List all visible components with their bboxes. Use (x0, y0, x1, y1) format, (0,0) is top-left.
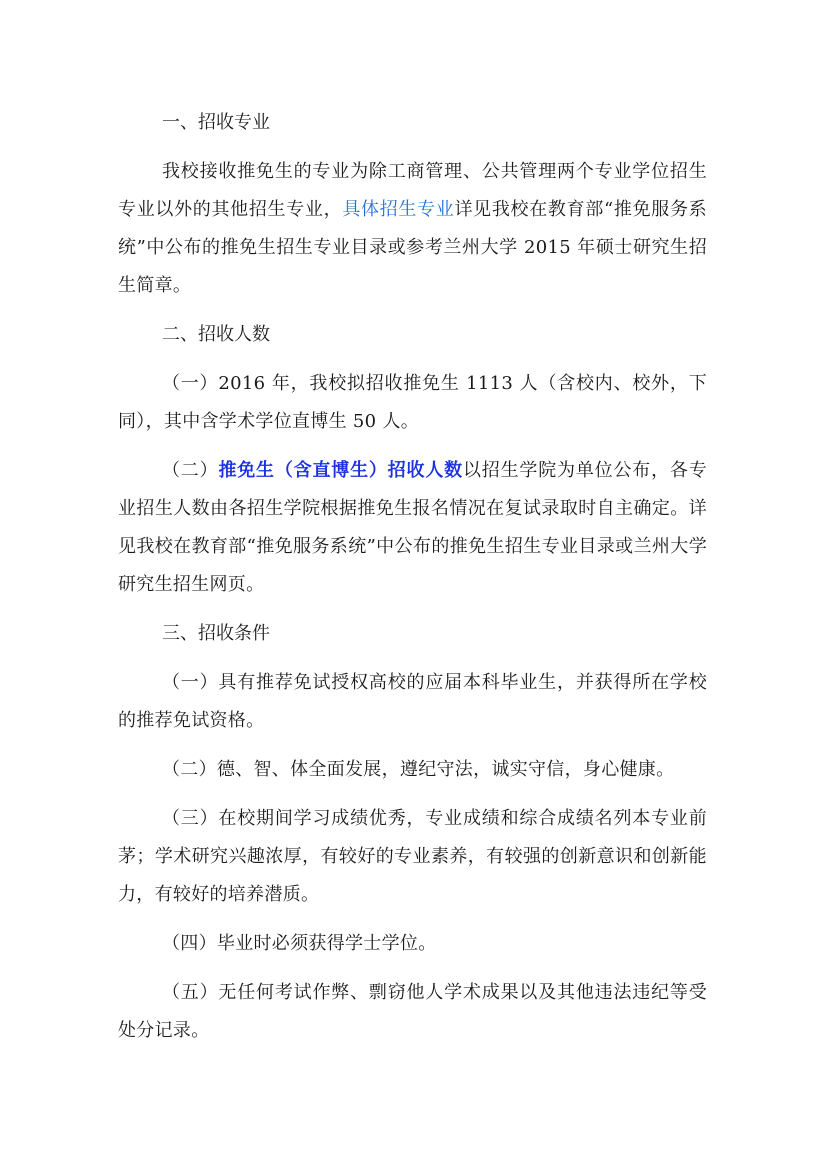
condition-item-5: （五）无任何考试作弊、剽窃他人学术成果以及其他违法违纪等受处分记录。 (118, 982, 707, 1041)
paragraph-quota-2-text: 以招生学院为单位公布，各专业招生人数由各招生学院根据推免生报名情况在复试录取时自主确定。详见我校在教育部“推免服务系统”中公布的推免生招生专业目录或兰州大学研究生招生网页。 (118, 460, 707, 595)
paragraph-quota-2-prefix: （二） (162, 460, 219, 481)
condition-item-4: （四）毕业时必须获得学士学位。 (162, 933, 437, 954)
paragraph-majors (118, 153, 707, 305)
condition-item-1: （一）具有推荐免试授权高校的应届本科毕业生，并获得所在学校的推荐免试资格。 (118, 672, 707, 731)
quota-link[interactable]: 推免生（含直博生）招收人数 (218, 460, 463, 481)
section-heading-majors: 一、招收专业 (162, 112, 270, 133)
paragraph-majors-text-b: 详见我校在教育部“推免服务系统”中公布的推免生招生专业目录或参考兰州大学 2015 年硕士研究生招生简章。 (118, 199, 707, 296)
paragraph-quota-2 (118, 452, 707, 604)
condition-item-2: （二）德、智、体全面发展，遵纪守法，诚实守信，身心健康。 (162, 759, 675, 780)
section-heading-quota: 二、招收人数 (162, 324, 270, 345)
section-heading-conditions: 三、招收条件 (162, 623, 270, 644)
paragraph-quota-1: （一）2016 年，我校拟招收推免生 1113 人（含校内、校外，下同），其中含学术学位直博生 50 人。 (118, 373, 707, 432)
paragraph-majors-text-a: 我校接收推免生的专业为除工商管理、公共管理两个专业学位招生专业以外的其他招生专业， (118, 161, 707, 220)
specific-majors-link[interactable]: 具体招生专业 (342, 199, 455, 220)
condition-item-3: （三）在校期间学习成绩优秀，专业成绩和综合成绩名列本专业前茅；学术研究兴趣浓厚，有较好的专业素养，有较强的创新意识和创新能力，有较好的培养潜质。 (118, 808, 707, 905)
